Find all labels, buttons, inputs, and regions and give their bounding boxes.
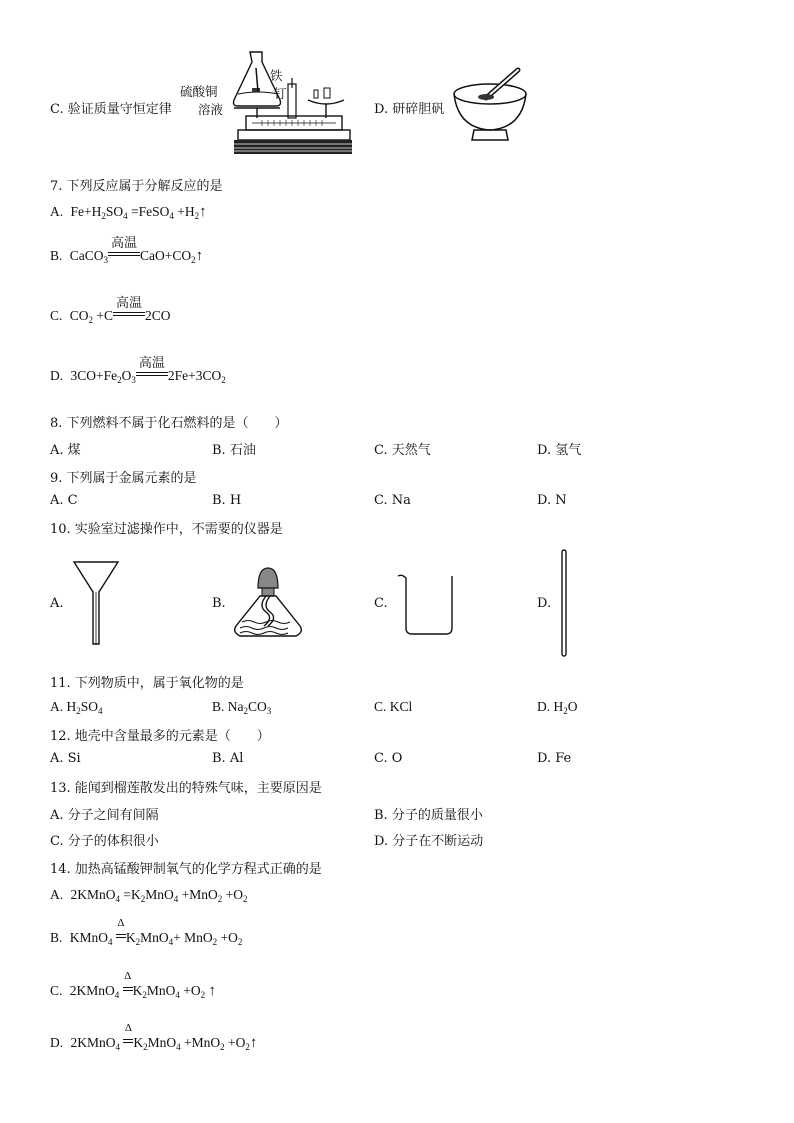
q7-c-prefix: C.	[50, 308, 63, 323]
q9-option-d[interactable]: D. N	[537, 493, 567, 508]
alcohol-lamp-icon	[232, 566, 304, 644]
q9-option-c[interactable]: C. Na	[374, 493, 411, 508]
q6-label-nail: 钉	[274, 86, 287, 101]
q6-label-solution: 溶液	[198, 102, 224, 117]
condition-high-temp: 高温	[138, 356, 165, 371]
q9-option-b[interactable]: B. H	[212, 493, 242, 508]
q13-stem: 13. 能闻到榴莲散发出的特殊气味，主要原因是	[50, 781, 322, 796]
q14-option-a[interactable]: A. 2KMnO$_4$ $=K_2MnO_4 +MnO_2 +O_2$	[50, 887, 248, 904]
q6-option-c-label[interactable]: C. 验证质量守恒定律	[50, 102, 172, 117]
q6-option-d-label[interactable]: D. 研碎胆矾	[374, 102, 445, 117]
delta-icon: Δ	[124, 970, 132, 982]
q11-stem: 11. 下列物质中，属于氧化物的是	[50, 676, 244, 691]
q10-option-c[interactable]: C.	[374, 596, 388, 611]
glass-rod-icon	[560, 548, 568, 658]
q7-option-d[interactable]	[50, 356, 226, 385]
q7-b-prefix: B.	[50, 248, 63, 263]
q8-stem: 8. 下列燃料不属于化石燃料的是（ ）	[50, 416, 288, 431]
q7-d-equation: $3CO+Fe_2O_3$ 高温 $2Fe+3CO_2$	[71, 368, 226, 383]
q12-stem: 12. 地壳中含量最多的元素是（ ）	[50, 729, 270, 744]
beaker-icon	[396, 572, 456, 636]
q14-option-d[interactable]: D. 2KMnO$_4$ Δ $K_2MnO_4 +MnO_2$ $+O_2↑$	[50, 1022, 258, 1052]
q12-option-d[interactable]: D. Fe	[537, 751, 572, 766]
q14-stem: 14. 加热高锰酸钾制氧气的化学方程式正确的是	[50, 862, 322, 877]
q6-label-copper-sulfate: 硫酸铜	[180, 84, 218, 99]
q8-option-d[interactable]: D. 氢气	[537, 443, 582, 458]
q7-b-equation: CaCO$_3$ 高温 $CaO+CO_2↑$	[70, 248, 203, 263]
q13-option-c[interactable]: C. 分子的体积很小	[50, 834, 159, 849]
q8-option-c[interactable]: C. 天然气	[374, 443, 431, 458]
q12-option-a[interactable]: A. Si	[50, 751, 81, 766]
q7-a-prefix: A.	[50, 204, 64, 219]
q12-option-b[interactable]: B. Al	[212, 751, 244, 766]
q10-option-a[interactable]: A.	[50, 596, 64, 611]
q8-option-a[interactable]: A. 煤	[50, 443, 81, 458]
delta-icon: Δ	[117, 917, 125, 929]
q7-option-c[interactable]	[50, 296, 171, 325]
q9-stem: 9. 下列属于金属元素的是	[50, 471, 197, 486]
condition-high-temp: 高温	[116, 296, 143, 311]
q11-option-a[interactable]: A. $H_2SO_4$	[50, 699, 103, 716]
q7-option-b[interactable]	[50, 236, 204, 265]
q7-option-a[interactable]	[50, 204, 207, 221]
q11-option-d[interactable]: D. $H_2O$	[537, 699, 578, 716]
q13-option-a[interactable]: A. 分子之间有间隔	[50, 808, 159, 823]
q7-d-prefix: D.	[50, 368, 64, 383]
q8-option-b[interactable]: B. 石油	[212, 443, 256, 458]
q11-option-b[interactable]: B. $Na_2CO_3$	[212, 699, 272, 716]
q11-option-c[interactable]: C. KCl	[374, 699, 413, 714]
balance-with-flask-icon	[232, 48, 352, 160]
q7-stem: 7. 下列反应属于分解反应的是	[50, 179, 223, 194]
q9-option-a[interactable]: A. C	[50, 493, 78, 508]
q10-option-b[interactable]: B.	[212, 596, 226, 611]
q14-option-c[interactable]: C. 2KMnO$_4$ Δ $K_2MnO_4 +O_2$ ↑	[50, 970, 217, 1000]
q14-option-b[interactable]: B. KMnO$_4$ Δ $K_2MnO_4+ MnO_2 +O_2$	[50, 917, 243, 947]
q10-option-d[interactable]: D.	[537, 596, 552, 611]
q13-option-b[interactable]: B. 分子的质量很小	[374, 808, 483, 823]
q7-c-equation: $CO_2 +C$ 高温 2CO	[70, 308, 171, 323]
delta-icon: Δ	[124, 1022, 132, 1034]
q13-option-d[interactable]: D. 分子在不断运动	[374, 834, 484, 849]
condition-high-temp: 高温	[111, 236, 138, 251]
q12-option-c[interactable]: C. O	[374, 751, 403, 766]
q7-a-equation: $Fe+H_2SO_4$ =FeSO$_4$ $+H_2↑$	[70, 204, 207, 221]
q6-label-iron: 铁	[270, 68, 283, 83]
funnel-icon	[72, 560, 120, 646]
mortar-pestle-icon	[450, 66, 532, 148]
q10-stem: 10. 实验室过滤操作中，不需要的仪器是	[50, 522, 283, 537]
